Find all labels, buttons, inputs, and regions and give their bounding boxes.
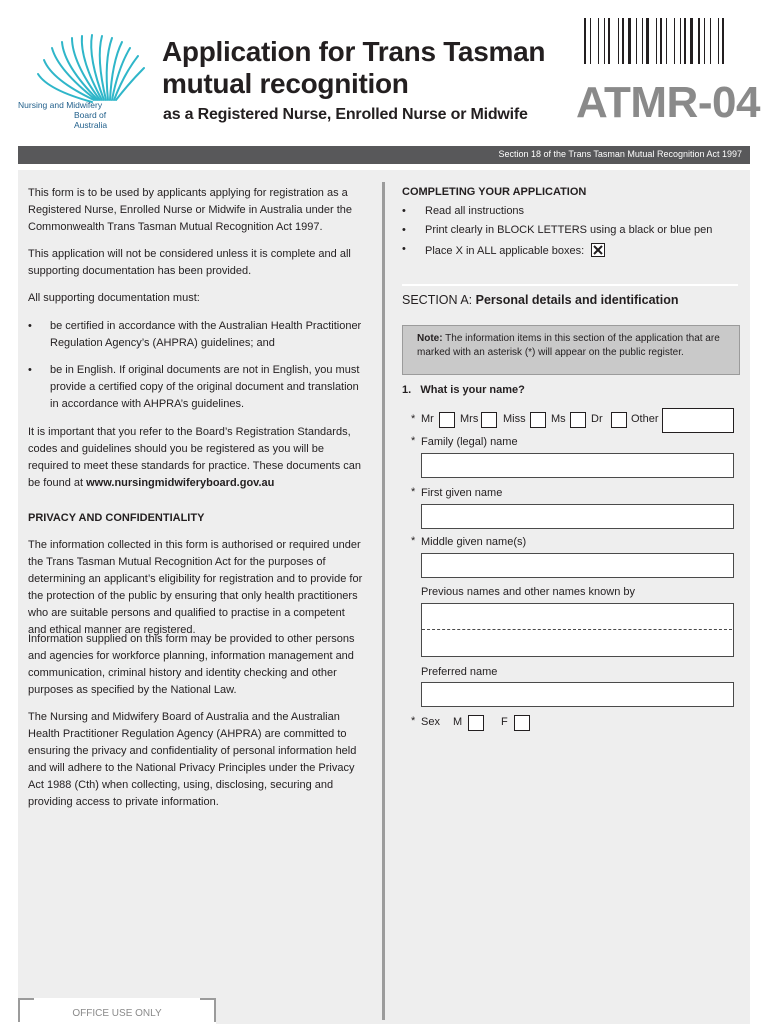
title-other-label: Other: [631, 413, 659, 425]
completing-heading: COMPLETING YOUR APPLICATION: [402, 186, 587, 198]
title-mrs-checkbox[interactable]: [481, 412, 497, 428]
privacy-heading: PRIVACY AND CONFIDENTIALITY: [28, 512, 205, 524]
title-mr-label: Mr: [421, 413, 434, 425]
privacy-paragraph-1: The information collected in this form is authorised or required under the Trans Tasman Mutual Recognition Act for the purposes of determining an applicant’s eligibility for registration and to provide for the protection of the public by ensuring that only health practitioners who are suitable persons and qualified to practise in a competent and ethical manner are registered.: [28, 539, 363, 636]
title-miss-checkbox[interactable]: [530, 412, 546, 428]
middle-name-field[interactable]: [421, 553, 734, 578]
logo-line-3: Australia: [74, 120, 108, 130]
register-note: Note: The information items in this section of the application that are marked with an asterisk (*) will appear on the public register.: [402, 325, 740, 375]
asterisk: *: [411, 435, 416, 447]
barcode-graphic: [584, 18, 750, 64]
preferred-name-field[interactable]: [421, 682, 734, 707]
title-other-field[interactable]: [662, 408, 734, 433]
bullet-icon: •: [402, 243, 406, 255]
list-item: • Read all instructions: [402, 205, 525, 217]
title-ms-checkbox[interactable]: [570, 412, 586, 428]
title-dr-checkbox[interactable]: [611, 412, 627, 428]
preferred-name-label: Preferred name: [421, 666, 498, 678]
office-use-label: OFFICE USE ONLY: [72, 1008, 162, 1019]
bullet-icon: •: [28, 364, 32, 376]
documentation-list: [28, 318, 364, 413]
sex-m-checkbox[interactable]: [468, 715, 484, 731]
sex-label: Sex: [421, 716, 440, 728]
title-miss-label: Miss: [503, 413, 526, 425]
title-mr-checkbox[interactable]: [439, 412, 455, 428]
title-mrs-label: Mrs: [460, 413, 479, 425]
banner-text: Section 18 of the Trans Tasman Mutual Recognition Act 1997: [498, 149, 742, 159]
privacy-paragraph-2: Information supplied on this form may be provided to other persons and agencies for workforce planning, information management and communication, criminal history and identity checking and other purposes as specified by the National Law.: [28, 633, 355, 696]
question-1: 1. What is your name?: [402, 384, 525, 396]
asterisk: *: [411, 413, 416, 425]
title-dr-label: Dr: [591, 413, 603, 425]
asterisk: *: [411, 486, 416, 498]
previous-names-divider: [422, 629, 732, 630]
first-name-field[interactable]: [421, 504, 734, 529]
intro-paragraph-2: This application will not be considered unless it is complete and all supporting documentation has been provided.: [28, 248, 351, 277]
title-ms-label: Ms: [551, 413, 566, 425]
previous-names-label: Previous names and other names known by: [421, 586, 636, 598]
list-item: • be in English. If original documents are not in English, you must provide a certified copy of the original document and translation in accordance with AHPRA’s guidelines.: [28, 364, 360, 410]
board-logo: [18, 30, 148, 135]
column-divider: [382, 182, 385, 1020]
title-line-1: Application for Trans Tasman: [162, 36, 546, 67]
middle-name-label: Middle given name(s): [421, 536, 527, 548]
office-use-box: [18, 998, 218, 1024]
bullet-icon: •: [402, 224, 406, 236]
first-name-label: First given name: [421, 487, 503, 499]
sex-f-label: F: [501, 716, 508, 728]
completing-list: [402, 205, 742, 262]
form-subtitle: as a Registered Nurse, Enrolled Nurse or Midwife: [163, 106, 528, 123]
section-rule: [402, 284, 738, 286]
logo-fan-icon: [18, 30, 148, 110]
bullet-icon: •: [28, 320, 32, 332]
asterisk: *: [411, 535, 416, 547]
previous-names-field[interactable]: [421, 603, 734, 657]
list-item: • Place X in ALL applicable boxes:: [402, 243, 742, 262]
section-a-heading: SECTION A: Personal details and identification: [402, 293, 679, 307]
sample-checked-box-icon: [591, 243, 605, 257]
intro-paragraph-1: This form is to be used by applicants applying for registration as a Registered Nurse, Enrolled Nurse or Midwife in Australia under the Commonwealth Trans Tasman Mutual Recognition Act 1997.: [28, 187, 353, 233]
board-website-link[interactable]: www.nursingmidwiferyboard.gov.au: [86, 477, 275, 489]
sex-f-checkbox[interactable]: [514, 715, 530, 731]
form-title: [162, 36, 572, 100]
asterisk: *: [411, 715, 416, 727]
privacy-paragraph-3: The Nursing and Midwifery Board of Australia and the Australian Health Practitioner Regulation Agency (AHPRA) are committed to ensuring the privacy and confidentiality of personal information held and will adhere to the National Privacy Principles under the Privacy Act 1988 (Cth) when collecting, using, disclosing, securing and providing access to private information.: [28, 711, 357, 808]
list-item: • be certified in accordance with the Australian Health Practitioner Regulation Agency’s (AHPRA) guidelines; and: [28, 320, 362, 349]
logo-line-2: Board of: [74, 110, 107, 120]
intro-paragraph-3: All supporting documentation must:: [28, 292, 200, 304]
bullet-icon: •: [402, 205, 406, 217]
standards-paragraph: It is important that you refer to the Board’s Registration Standards, codes and guidelines should you be registered as you will be required to meet these standards for practice. These documents can be found at www.nursingmidwiferyboard.gov.au: [28, 426, 362, 489]
family-name-field[interactable]: [421, 453, 734, 478]
title-line-2: mutual recognition: [162, 68, 409, 99]
sex-m-label: M: [453, 716, 463, 728]
form-code: ATMR-04: [576, 78, 760, 127]
act-banner: [18, 146, 750, 164]
logo-line-1: Nursing and Midwifery: [18, 100, 103, 110]
barcode: [584, 18, 750, 64]
list-item: • Print clearly in BLOCK LETTERS using a black or blue pen: [402, 224, 713, 236]
family-name-label: Family (legal) name: [421, 436, 518, 448]
